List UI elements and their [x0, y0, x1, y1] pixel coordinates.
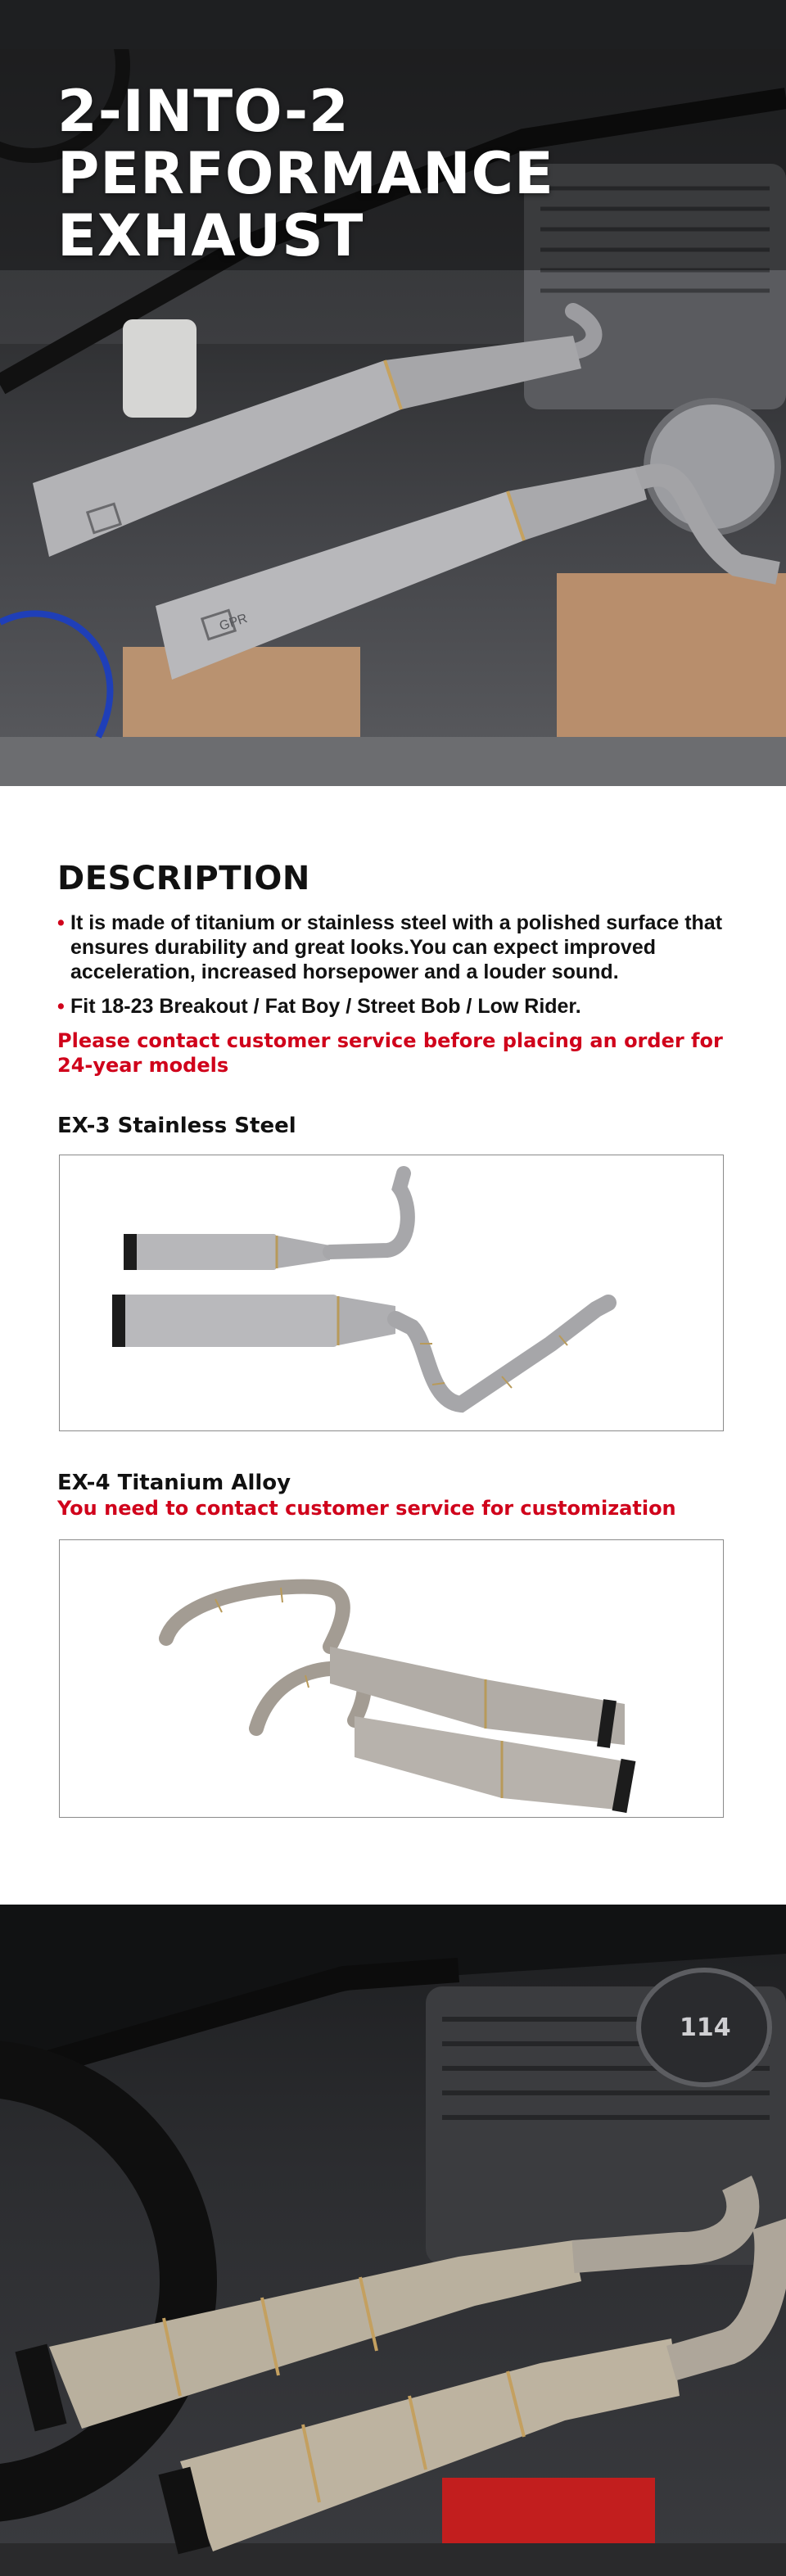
hero-banner: [0, 0, 786, 786]
bullet-icon: •: [57, 911, 65, 934]
upper-muffler: [33, 360, 401, 557]
engine-badge: 114: [680, 2013, 731, 2042]
bullet-icon: •: [57, 995, 65, 1018]
list-item: [57, 911, 729, 984]
order-notice: Please contact customer service before placing an order for 24-year models: [57, 1029, 723, 1077]
title-line-2: PERFORMANCE: [57, 140, 554, 207]
description-list: [57, 911, 729, 1028]
product-image-ex3: [59, 1155, 724, 1431]
customization-note: You need to contact customer service for customization: [57, 1497, 676, 1520]
installed-photo: [0, 1905, 786, 2576]
ex4-exhaust-illustration: [60, 1540, 724, 1818]
installed-exhaust-photo: [0, 1905, 786, 2576]
title-line-1: 2-INTO-2: [57, 78, 350, 145]
svg-text:GPR: GPR: [217, 611, 250, 634]
page-title: [57, 80, 554, 267]
bullet-text: Fit 18-23 Breakout / Fat Boy / Street Bob / Low Rider.: [70, 995, 581, 1018]
description-heading: DESCRIPTION: [57, 860, 310, 897]
ex3-exhaust-illustration: [60, 1155, 724, 1431]
product-label-ex3: EX-3 Stainless Steel: [57, 1114, 296, 1138]
product-label-ex4: EX-4 Titanium Alloy: [57, 1471, 291, 1495]
bullet-text: It is made of titanium or stainless steel with a polished surface that ensures durability and great looks.You can expect improved acceleration, increased horsepower and a louder sound.: [70, 911, 723, 983]
title-line-3: EXHAUST: [57, 202, 364, 269]
product-image-ex4: [59, 1539, 724, 1818]
list-item: [57, 994, 729, 1019]
